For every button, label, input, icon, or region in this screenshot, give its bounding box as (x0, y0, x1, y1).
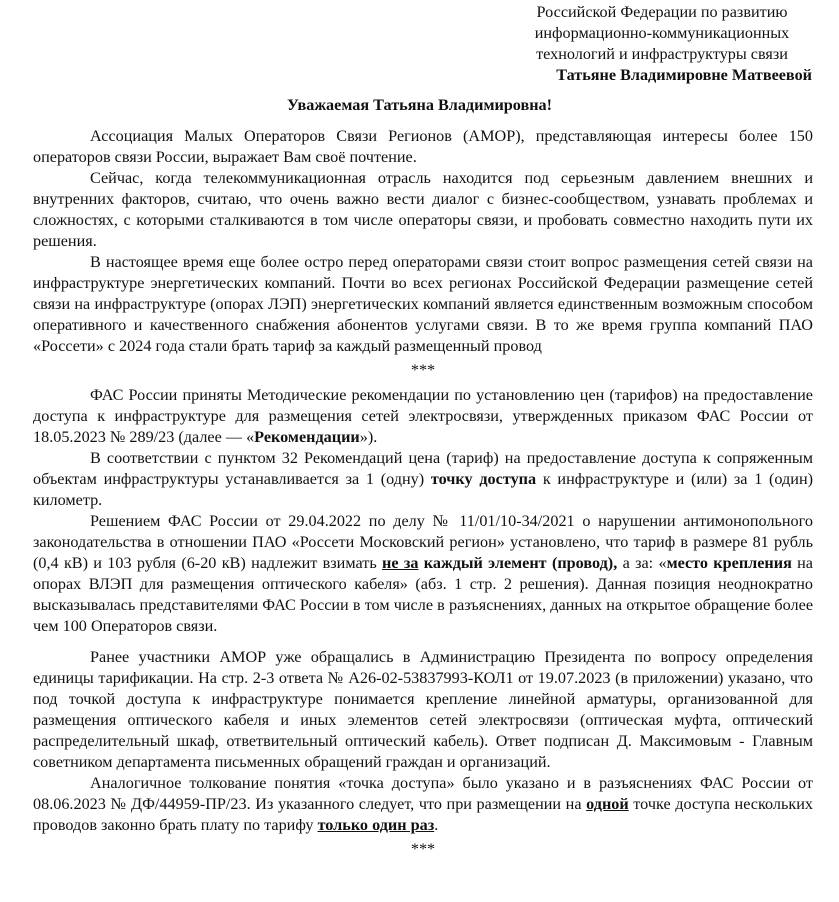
emphasis-only-once: только один раз (317, 816, 435, 834)
letter-body (33, 126, 813, 864)
paragraph-3: В настоящее время еще более остро перед операторами связи стоит вопрос размещения сетей связи на инфраструктуре энергетических компаний. Почти во всех регионах Российской Федерации размещение сетей связи на инфраструктуре (опорах ЛЭП) энергетических компаний является единственным возможным способом оперативного и качественного снабжения абонентов услугами связи. В то же время группа компаний ПАО «Россети» с 2024 года стали брать тариф за каждый размещенный провод (33, 253, 813, 355)
paragraph-4: ФАС России приняты Методические рекомендации по установлению цен (тарифов) на предоставление доступа к инфраструктуре для размещения сетей электросвязи, утвержденных приказом ФАС России от 18.05.2023 № 289/23 (далее — «Рекомендации»). (33, 386, 813, 446)
separator-2: *** (410, 840, 436, 858)
recipient-name: Татьяне Владимировне Матвеевой (556, 66, 812, 84)
paragraph-8: Аналогичное толкование понятия «точка доступа» было указано и в разъяснениях ФАС России от 08.06.2023 № ДФ/44959-ПР/23. Из указанного следует, что при размещении на одной точке доступа нескольких проводов законно брать плату по тарифу только один раз. (33, 774, 813, 834)
paragraph-1: Ассоциация Малых Операторов Связи Регионов (АМОР), представляющая интересы более 150 операторов связи России, выражает Вам своё почтение. (33, 127, 813, 166)
salutation: Уважаемая Татьяна Владимировна! (286, 96, 553, 114)
emphasis-access-point: точку доступа (430, 470, 537, 488)
recipient-line-2: информационно-коммуникационных (534, 24, 790, 42)
emphasis-mount-point: место крепления (666, 554, 792, 572)
paragraph-7: Ранее участники АМОР уже обращались в Администрацию Президента по вопросу определения единицы тарификации. На стр. 2-3 ответа № А26-02-53837993-КОЛ1 от 19.07.2023 (в приложении) указано, что под точкой доступа к инфраструктуре понимается крепление линейной арматуры, организованной для размещения оптического кабеля и иных элементов сетей электросвязи (оптическая муфта, оптический распределительный шкаф, ответвительный оптический кабель). Ответ подписан Д. Максимовым - Главным советником департамента письменных обращений граждан и организаций. (33, 648, 813, 771)
emphasis-one: одной (586, 795, 629, 813)
paragraph-5: В соответствии с пунктом 32 Рекомендаций цена (тариф) на предоставление доступа к сопряженным объектам инфраструктуры устанавливается за 1 (одну) точку доступа к инфраструктуре и (или) за 1 (один) километр. (33, 449, 814, 509)
recipient-block (512, 2, 812, 86)
recipient-line-1: Российской Федерации по развитию (536, 3, 788, 21)
separator-1: *** (410, 361, 436, 379)
emphasis-not-for: не за (382, 554, 419, 572)
defined-term: Рекомендации (254, 428, 360, 446)
emphasis-each-element: каждый элемент (провод), (423, 554, 618, 572)
paragraph-6: Решением ФАС России от 29.04.2022 по делу № 11/01/10-34/2021 о нарушении антимонопольного законодательства в отношении ПАО «Россети Московский регион» установлено, что тариф в размере 81 рубль (0,4 кВ) и 103 рубля (6-20 кВ) надлежит взимать не за каждый элемент (провод), а за: «место крепления на опорах ВЛЭП для размещения оптического кабеля» (абз. 1 стр. 2 решения). Данная позиция неоднократно высказывалась представителями ФАС России в том числе в разъяснениях, данных на открытое обращение более чем 100 Операторов связи. (33, 512, 813, 635)
paragraph-2: Сейчас, когда телекоммуникационная отрасль находится под серьезным давлением внешних и внутренних факторов, считаю, что очень важно вести диалог с бизнес-сообществом, узнавать проблемах и сложностях, с которыми сталкиваются в том числе операторы связи, и пробовать совместно находить пути их решения. (33, 169, 813, 250)
recipient-line-3: технологий и инфраструктуры связи (536, 45, 788, 63)
